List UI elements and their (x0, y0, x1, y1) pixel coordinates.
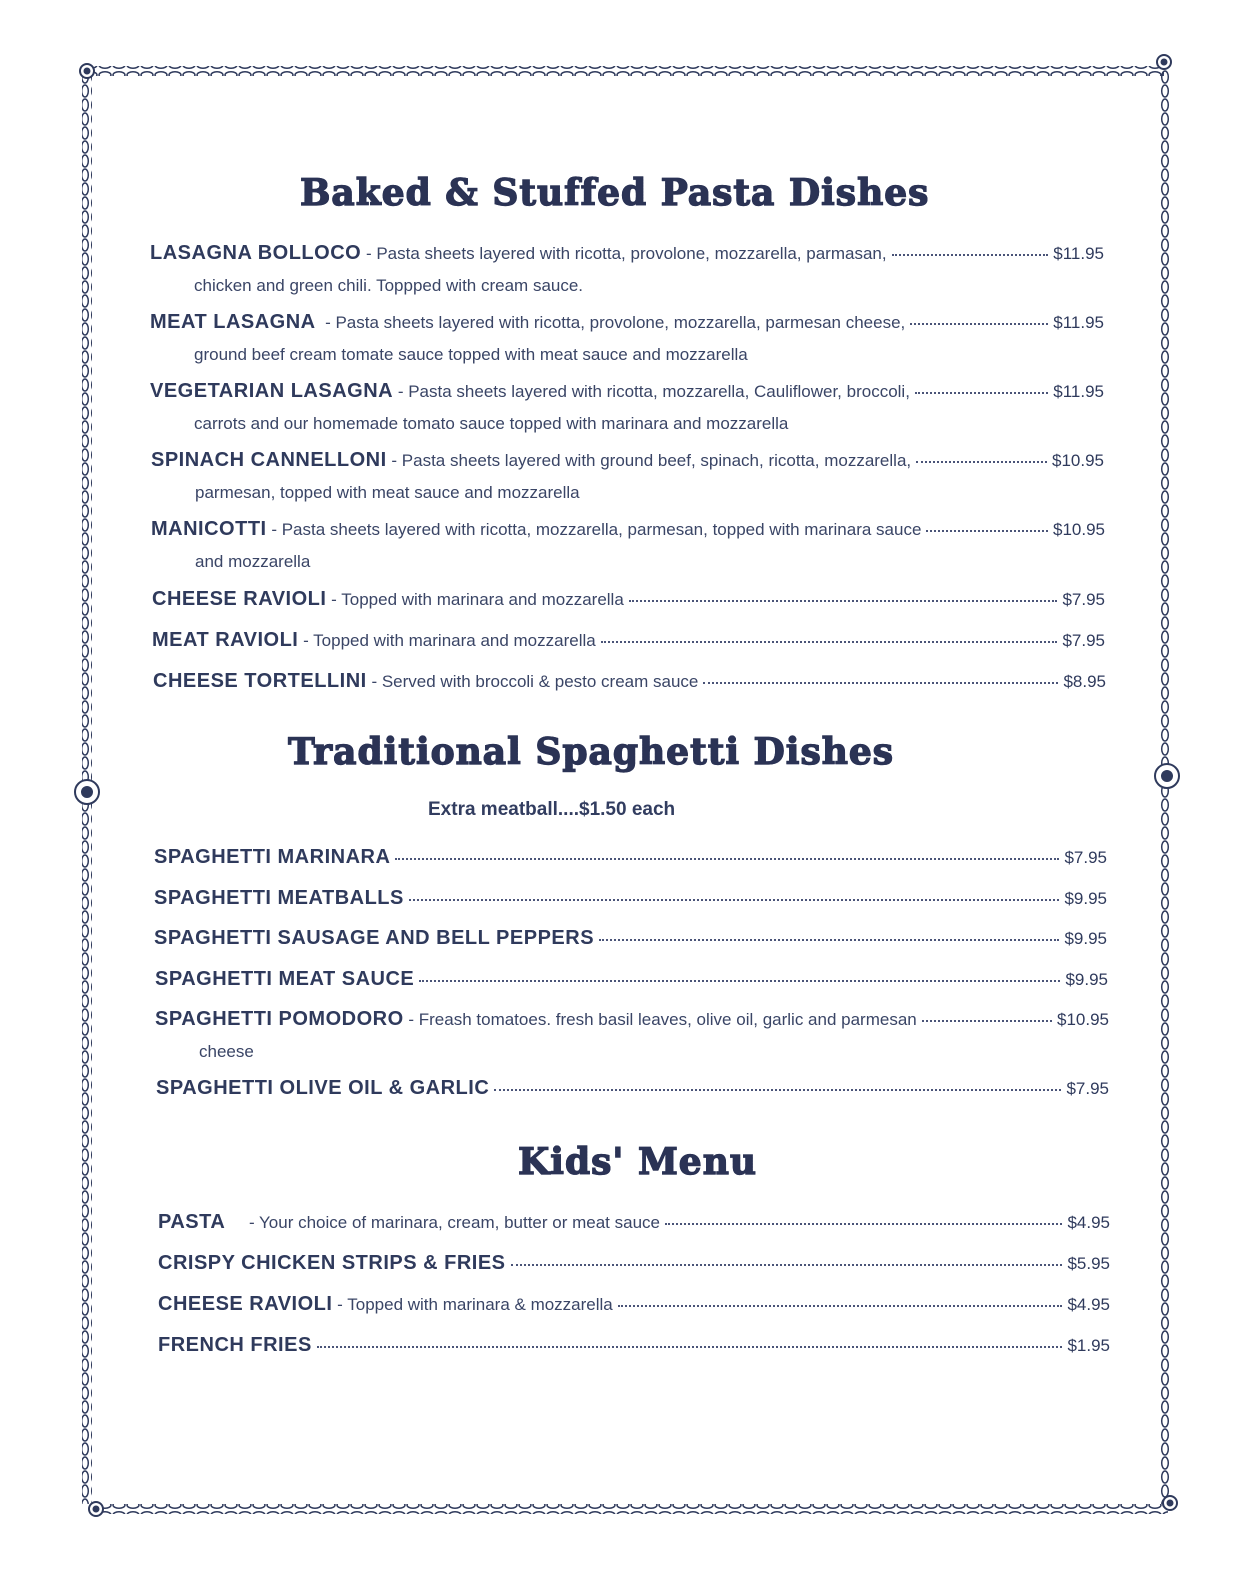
item-description-continued: parmesan, topped with meat sauce and mozzarella (195, 483, 580, 502)
dot-leader (910, 319, 1048, 325)
item-name: CHEESE RAVIOLI (158, 1293, 333, 1315)
item-price: $10.95 (1057, 1010, 1109, 1029)
section-title-kids-menu: Kids' Menu (518, 1141, 758, 1183)
item-description-continued: chicken and green chili. Toppped with cream sauce. (194, 276, 584, 295)
item-name: MANICOTTI (151, 518, 267, 540)
item-price: $10.95 (1053, 520, 1105, 539)
dot-leader (703, 678, 1058, 684)
item-description: - Your choice of marinara, cream, butter or meat sauce (248, 1213, 660, 1232)
menu-item-lasagna-bolloco (0, 242, 1242, 297)
item-name: SPAGHETTI POMODORO (155, 1008, 404, 1030)
item-description: - Pasta sheets layered with ricotta, provolone, mozzarella, parmasan, (365, 244, 887, 263)
item-description: - Freash tomatoes. fresh basil leaves, olive oil, garlic and parmesan (408, 1010, 917, 1029)
menu-item-spaghetti-marinara (0, 846, 1242, 869)
item-description: - Topped with marinara and mozzarella (303, 631, 596, 650)
item-name: MEAT LASAGNA (150, 311, 316, 333)
item-description: - Topped with marinara and mozzarella (331, 590, 624, 609)
item-name: SPAGHETTI MARINARA (154, 846, 391, 868)
item-name: CHEESE TORTELLINI (153, 670, 367, 692)
item-price: $7.95 (1062, 590, 1105, 609)
item-description: - Topped with marinara & mozzarella (337, 1295, 613, 1314)
item-description: - Pasta sheets layered with ricotta, provolone, mozzarella, parmesan cheese, (325, 313, 906, 332)
menu-item-french-fries (0, 1334, 1242, 1357)
item-name: VEGETARIAN LASAGNA (150, 380, 394, 402)
dot-leader (926, 526, 1048, 532)
item-price: $9.95 (1065, 970, 1108, 989)
dot-leader (511, 1260, 1063, 1266)
menu-item-meat-lasagna (0, 311, 1242, 366)
item-name: CRISPY CHICKEN STRIPS & FRIES (158, 1252, 506, 1274)
item-price: $9.95 (1064, 929, 1107, 948)
item-price: $11.95 (1053, 313, 1104, 332)
menu-item-spaghetti-pomodoro (0, 1008, 1242, 1063)
menu-item-cheese-tortellini (0, 670, 1242, 693)
menu-item-meat-ravioli (0, 629, 1242, 652)
item-name: SPAGHETTI OLIVE OIL & GARLIC (156, 1077, 490, 1099)
item-name: SPINACH CANNELLONI (151, 449, 387, 471)
item-price: $7.95 (1062, 631, 1105, 650)
dot-leader (916, 457, 1047, 463)
dot-leader (892, 250, 1049, 256)
item-description: - Served with broccoli & pesto cream sauce (371, 672, 699, 691)
menu-item-spaghetti-meat-sauce (0, 968, 1242, 991)
item-price: $7.95 (1064, 848, 1107, 867)
item-price: $5.95 (1067, 1254, 1110, 1273)
item-price: $4.95 (1067, 1213, 1110, 1232)
item-name: PASTA (158, 1211, 226, 1233)
item-description-continued: and mozzarella (195, 552, 311, 571)
dot-leader (409, 895, 1060, 901)
dot-leader (922, 1016, 1052, 1022)
menu-item-crispy-chicken (0, 1252, 1242, 1275)
item-description: - Pasta sheets layered with ricotta, mozzarella, parmesan, topped with marinara sauce (271, 520, 922, 539)
menu-item-spaghetti-sausage (0, 927, 1242, 950)
dot-leader (317, 1342, 1063, 1348)
menu-item-spaghetti-meatballs (0, 887, 1242, 910)
item-price: $7.95 (1066, 1079, 1109, 1098)
item-description: - Pasta sheets layered with ricotta, mozzarella, Cauliflower, broccoli, (397, 382, 910, 401)
dot-leader (618, 1301, 1063, 1307)
item-description-continued: cheese (199, 1042, 254, 1061)
dot-leader (665, 1219, 1062, 1225)
item-price: $4.95 (1067, 1295, 1110, 1314)
item-name: MEAT RAVIOLI (152, 629, 299, 651)
item-price: $11.95 (1053, 244, 1104, 263)
section-title-spaghetti: Traditional Spaghetti Dishes (288, 731, 895, 773)
item-description-continued: ground beef cream tomate sauce topped with meat sauce and mozzarella (194, 345, 748, 364)
item-price: $8.95 (1063, 672, 1106, 691)
menu-item-spaghetti-olive-oil (0, 1077, 1242, 1100)
item-name: FRENCH FRIES (158, 1334, 312, 1356)
item-price: $1.95 (1067, 1336, 1110, 1355)
item-name: SPAGHETTI MEAT SAUCE (155, 968, 415, 990)
item-description-continued: carrots and our homemade tomato sauce topped with marinara and mozzarella (194, 414, 789, 433)
item-price: $11.95 (1053, 382, 1104, 401)
section-title-baked-stuffed: Baked & Stuffed Pasta Dishes (300, 172, 930, 214)
dot-leader (395, 854, 1059, 860)
menu-item-manicotti (0, 518, 1242, 573)
item-name: CHEESE RAVIOLI (152, 588, 327, 610)
dot-leader (915, 388, 1048, 394)
item-name: LASAGNA BOLLOCO (150, 242, 362, 264)
dot-leader (419, 976, 1060, 982)
item-price: $9.95 (1064, 889, 1107, 908)
item-name: SPAGHETTI MEATBALLS (154, 887, 404, 909)
dot-leader (494, 1085, 1061, 1091)
item-price: $10.95 (1052, 451, 1104, 470)
dot-leader (601, 637, 1058, 643)
dot-leader (599, 935, 1059, 941)
menu-item-spinach-cannelloni (0, 449, 1242, 504)
menu-item-cheese-ravioli (0, 588, 1242, 611)
dot-leader (629, 596, 1058, 602)
extra-meatball-note: Extra meatball....$1.50 each (428, 799, 676, 820)
menu-item-kids-cheese-ravioli (0, 1293, 1242, 1316)
item-description: - Pasta sheets layered with ground beef, spinach, ricotta, mozzarella, (391, 451, 912, 470)
menu-item-kids-pasta (0, 1211, 1242, 1234)
item-name: SPAGHETTI SAUSAGE AND BELL PEPPERS (154, 927, 595, 949)
menu-item-vegetarian-lasagna (0, 380, 1242, 435)
